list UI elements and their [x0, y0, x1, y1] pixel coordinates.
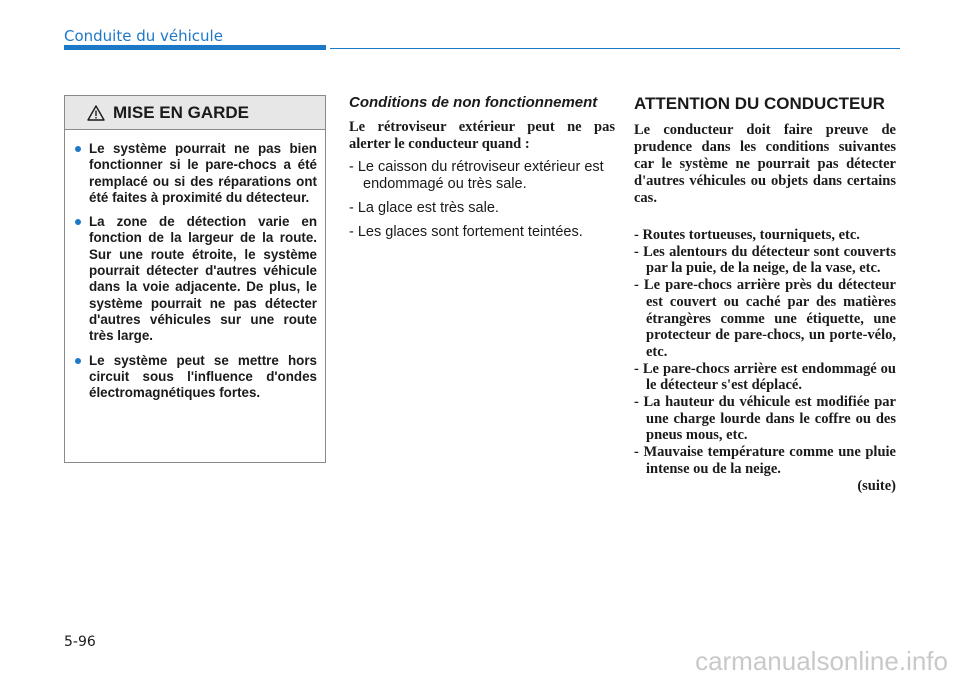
bullet-icon — [75, 358, 81, 364]
warning-item — [85, 353, 317, 402]
continued-label: (suite) — [857, 477, 896, 494]
conditions-item: - Les glaces sont fortement teintées. — [349, 224, 583, 240]
attention-section — [634, 95, 896, 495]
bullet-icon — [75, 219, 81, 225]
attention-heading: ATTENTION DU CONDUCTEUR — [634, 94, 885, 113]
warning-item — [85, 214, 317, 344]
attention-item: - Routes tortueuses, tourniquets, etc. — [634, 227, 860, 243]
warning-title: MISE EN GARDE — [113, 102, 250, 122]
warning-item-text: Le système pourrait ne pas bien fonctionner si le pare-chocs a été remplacé ou si des réparations ont été faites à proximité du détecteur. — [89, 141, 317, 205]
warning-list — [65, 130, 325, 401]
conditions-item: - Le caisson du rétroviseur extérieur est endommagé ou très sale. — [349, 159, 604, 192]
header-rule-thick — [64, 45, 326, 50]
warning-header — [65, 96, 325, 130]
attention-item: - La hauteur du véhicule est modifiée par une charge lourde dans le coffre ou des pneus mous, etc. — [634, 394, 896, 444]
warning-item — [85, 141, 317, 206]
conditions-heading: Conditions de non fonctionnement — [349, 94, 598, 111]
page-number: 5-96 — [64, 634, 96, 650]
attention-intro: Le conducteur doit faire preuve de prudence dans les conditions suivantes car le système ne pourrait pas détecter d'autres véhicules ou objets dans certains cas. — [634, 122, 896, 206]
attention-item: - Le pare-chocs arrière est endommagé ou le détecteur s'est déplacé. — [634, 360, 896, 394]
section-title: Conduite du véhicule — [64, 27, 223, 45]
warning-item-text: La zone de détection varie en fonction de la largeur de la route. Sur une route étroite, le système pourrait détecter d'autres véhicule dans la voie adjacente. De plus, le système pourrait ne pas détecter d'autres véhicules sur une route très large. — [89, 214, 317, 344]
header-rule-thin — [330, 48, 900, 49]
conditions-intro: Le rétroviseur extérieur peut ne pas alerter le conducteur quand : — [349, 119, 615, 152]
attention-list — [634, 227, 896, 478]
warning-item-text: Le système peut se mettre hors circuit sous l'influence d'ondes électromagnétiques fortes. — [89, 352, 317, 401]
bullet-icon — [75, 146, 81, 152]
attention-item: - Les alentours du détecteur sont couverts par la puie, de la neige, de la vase, etc. — [634, 243, 896, 277]
conditions-item: - La glace est très sale. — [349, 200, 499, 216]
attention-item: - Le pare-chocs arrière près du détecteur est couvert ou caché par des matières étrangères comme une étiquette, une protecteur de pare-chocs, un porte-vélo, etc. — [634, 277, 896, 360]
attention-item: - Mauvaise température comme une pluie intense ou de la neige. — [634, 444, 896, 477]
warning-box — [64, 95, 326, 463]
watermark: carmanualsonline.info — [695, 646, 948, 676]
warning-triangle-icon — [87, 105, 105, 121]
conditions-list — [349, 159, 615, 241]
conditions-section — [349, 95, 615, 248]
